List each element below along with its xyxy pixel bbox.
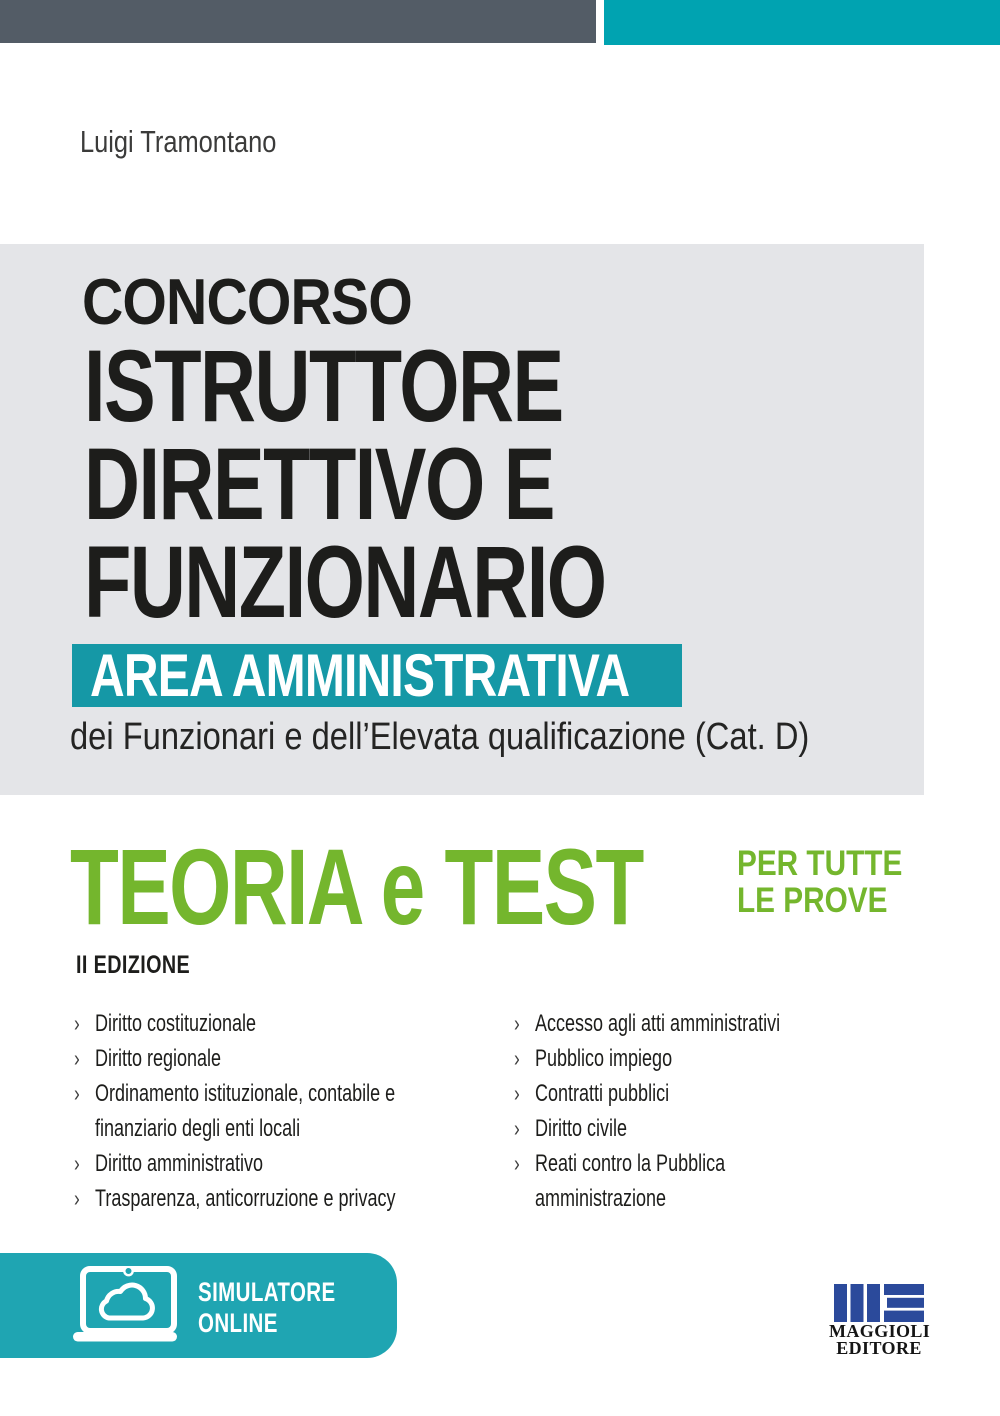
publisher-name-line1: MAGGIOLI <box>829 1321 931 1341</box>
list-item <box>74 1181 449 1216</box>
simulator-line-1: SIMULATORE <box>198 1277 336 1307</box>
list-item <box>74 1041 449 1076</box>
list-item <box>514 1006 844 1041</box>
topic-label: Reati contro la Pubblica amministrazione <box>535 1150 726 1212</box>
chevron-bullet-icon: › <box>74 1045 80 1071</box>
chevron-bullet-icon: › <box>74 1150 80 1176</box>
title-line-2: DIRETTIVO E <box>84 427 554 541</box>
list-item <box>514 1111 844 1146</box>
laptop-cloud-icon <box>72 1266 178 1344</box>
maggioli-logo-mark <box>834 1284 924 1322</box>
topics-column-left <box>74 1006 449 1216</box>
topic-label: Ordinamento istituzionale, contabile e finanziario degli enti locali <box>95 1080 396 1142</box>
topic-label: Pubblico impiego <box>535 1045 673 1072</box>
subtitle: dei Funzionari e dell’Elevata qualificazione (Cat. D) <box>70 716 810 758</box>
topic-label: Accesso agli atti amministrativi <box>535 1010 781 1037</box>
title-line-1: ISTRUTTORE <box>84 329 563 443</box>
title-line-3: FUNZIONARIO <box>84 525 606 639</box>
chevron-bullet-icon: › <box>514 1150 520 1176</box>
simulator-line-2: ONLINE <box>198 1308 278 1338</box>
topics-column-right <box>514 1006 844 1216</box>
list-item <box>74 1006 449 1041</box>
list-item <box>514 1146 844 1216</box>
claim-main: TEORIA e TEST <box>70 826 643 947</box>
chevron-bullet-icon: › <box>514 1080 520 1106</box>
claim-side-line-1: PER TUTTE <box>737 844 903 883</box>
topic-label: Diritto civile <box>535 1115 628 1142</box>
top-bar-teal <box>604 0 1000 45</box>
book-title <box>84 329 770 639</box>
chevron-bullet-icon: › <box>514 1010 520 1036</box>
claim-side-line-2: LE PROVE <box>737 881 888 920</box>
list-item <box>514 1041 844 1076</box>
chevron-bullet-icon: › <box>514 1115 520 1141</box>
list-item <box>74 1146 449 1181</box>
claim-side <box>737 845 931 919</box>
list-item <box>74 1076 449 1146</box>
topic-label: Diritto regionale <box>95 1045 222 1072</box>
topic-label: Diritto costituzionale <box>95 1010 257 1037</box>
publisher-name-line2: EDITORE <box>836 1338 922 1358</box>
chevron-bullet-icon: › <box>74 1080 80 1106</box>
top-bar-dark <box>0 0 596 43</box>
chevron-bullet-icon: › <box>514 1045 520 1071</box>
chevron-bullet-icon: › <box>74 1185 80 1211</box>
list-item <box>514 1076 844 1111</box>
topic-label: Trasparenza, anticorruzione e privacy <box>95 1185 396 1212</box>
publisher-name <box>829 1322 929 1357</box>
author-name: Luigi Tramontano <box>80 124 277 159</box>
simulator-badge-text <box>198 1277 379 1339</box>
title-kicker: CONCORSO <box>82 265 412 338</box>
area-banner-label: AREA AMMINISTRATIVA <box>90 642 630 709</box>
area-banner <box>72 644 682 707</box>
topic-label: Contratti pubblici <box>535 1080 670 1107</box>
topic-label: Diritto amministrativo <box>95 1150 264 1177</box>
chevron-bullet-icon: › <box>74 1010 80 1036</box>
edition-label: II EDIZIONE <box>76 951 191 979</box>
